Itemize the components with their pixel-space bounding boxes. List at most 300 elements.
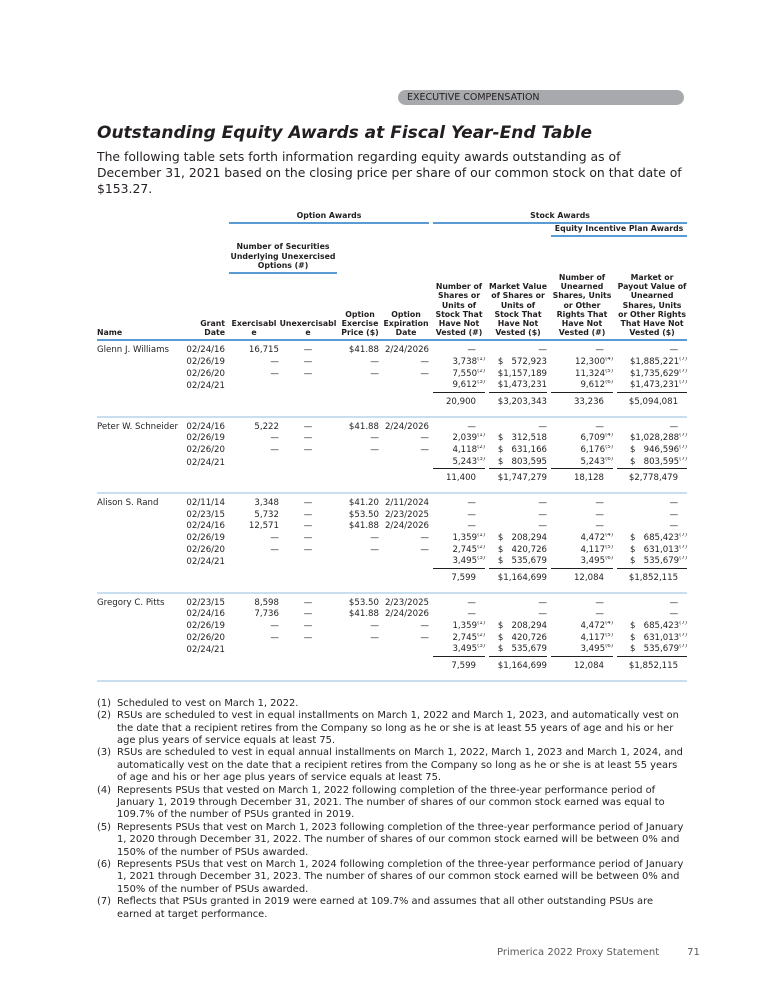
exercisable: 16,715 — [248, 345, 279, 356]
grant-date-cell — [181, 357, 225, 369]
total-shares-not-vested: 7,599 — [451, 660, 477, 671]
footnote-ref: (7) — [679, 632, 688, 638]
unearned-shares: 11,324 — [575, 368, 606, 379]
shares-not-vested-cell — [433, 380, 485, 393]
unearned-value-cell — [617, 598, 687, 610]
exercise-price-cell — [341, 422, 379, 434]
unearned-value: — — [669, 609, 679, 620]
market-value: — — [538, 509, 548, 520]
exercisable: 12,571 — [248, 521, 279, 532]
market-value: $ 312,518 — [497, 433, 548, 444]
unexercisable-cell — [279, 609, 337, 621]
footnote-ref: (4) — [605, 620, 614, 627]
shares-not-vested-cell — [433, 633, 485, 645]
unexercisable-cell — [279, 545, 337, 557]
footnote-ref: (2) — [477, 544, 486, 550]
footnote-ref: (7) — [679, 644, 688, 650]
shares-not-vested-cell — [433, 498, 485, 510]
shares-not-vested: 9,612 — [452, 380, 478, 391]
unexercisable-cell — [279, 498, 337, 510]
unexercisable-cell — [279, 556, 337, 569]
exercise-price-cell — [341, 510, 379, 522]
shares-not-vested: — — [467, 597, 477, 608]
exercisable: 3,348 — [254, 498, 279, 509]
exercisable-cell — [229, 521, 279, 533]
unearned-shares: 3,495 — [580, 644, 606, 655]
grant-date-cell — [181, 433, 225, 445]
market-value: — — [538, 421, 548, 432]
market-value-cell — [489, 433, 547, 445]
col-market-value: Market Value of Shares or Units of Stock That Have Not Vested ($) — [489, 273, 547, 340]
table-row — [97, 422, 687, 434]
exercisable-cell — [229, 380, 279, 393]
exercisable: — — [270, 620, 279, 631]
unearned-shares: 4,472 — [580, 532, 606, 543]
unearned-value-cell — [617, 609, 687, 621]
total-shares-not-vested: 20,900 — [445, 396, 477, 407]
market-value-cell — [489, 422, 547, 434]
col-unearned-value: Market or Payout Value of Unearned Shares, Units or Other Rights That Have Not Vested ($) — [617, 273, 687, 340]
table-row — [97, 521, 687, 533]
unearned-shares-cell — [551, 644, 613, 657]
unexercisable: — — [303, 620, 313, 631]
market-value: $1,157,189 — [497, 368, 548, 379]
expiration-date-cell — [383, 457, 429, 470]
expiration-date-cell — [383, 445, 429, 457]
footnote-ref: (2) — [477, 445, 486, 451]
col-exercise-price: Option Exercise Price ($) — [341, 273, 379, 340]
shares-not-vested: — — [467, 345, 477, 356]
expiration-date: — — [420, 368, 430, 379]
shares-not-vested-cell — [433, 445, 485, 457]
grant-date-cell — [181, 422, 225, 434]
footnotes — [97, 698, 687, 921]
total-shares-not-vested: 7,599 — [451, 572, 477, 583]
footnote-ref: (6) — [605, 456, 614, 462]
unearned-shares: — — [595, 521, 605, 532]
unearned-shares-cell — [551, 510, 613, 522]
shares-not-vested: 4,118 — [452, 445, 478, 455]
grant-date-cell — [181, 609, 225, 621]
unearned-shares-cell — [551, 598, 613, 610]
footnote-ref: (1) — [477, 357, 486, 363]
col-expiration-date: Option Expiration Date — [383, 273, 429, 340]
expiration-date-cell — [383, 644, 429, 657]
market-value: — — [538, 597, 548, 608]
unearned-value: $ 631,013 — [629, 632, 680, 643]
footnote-ref: (1) — [477, 433, 486, 439]
unearned-shares: — — [595, 345, 605, 356]
shares-not-vested-cell — [433, 345, 485, 357]
footnote-ref: (5) — [605, 544, 614, 550]
exercise-price-cell — [341, 644, 379, 657]
exercisable-cell — [229, 369, 279, 381]
exercisable: 8,598 — [254, 597, 279, 608]
table-row — [97, 357, 687, 369]
exercisable-cell — [229, 545, 279, 557]
shares-not-vested: 7,550 — [452, 368, 478, 379]
unearned-shares: — — [595, 597, 605, 608]
grant-date-cell — [181, 380, 225, 393]
market-value-cell — [489, 633, 547, 645]
total-unearned-shares: 18,128 — [573, 473, 605, 484]
expiration-date-cell — [383, 345, 429, 357]
unearned-shares-cell — [551, 422, 613, 434]
market-value: $ 420,726 — [497, 632, 548, 643]
col-name: Name — [97, 273, 181, 340]
executive-name — [97, 644, 181, 657]
unearned-shares-cell — [551, 609, 613, 621]
page-number: 71 — [687, 947, 700, 959]
expiration-date-cell — [383, 521, 429, 533]
exercisable-cell — [229, 598, 279, 610]
shares-not-vested-cell — [433, 357, 485, 369]
total-unearned-value: $1,852,115 — [628, 660, 679, 671]
unearned-value-cell — [617, 380, 687, 393]
exercisable-cell — [229, 357, 279, 369]
exercise-price: — — [370, 357, 379, 368]
footnote-text: Represents PSUs that vest on March 1, 2024 following completion of the three-year performance period of January 1, 2021 through December 31, 2023. The number of shares of our common stock earned will be between 0% and 150% of the number of PSUs awarded. — [117, 859, 684, 895]
footnote-ref: (7) — [679, 380, 688, 386]
exercisable-cell — [229, 457, 279, 470]
unearned-value: $ 685,423 — [629, 620, 680, 631]
exercise-price: $41.88 — [348, 609, 379, 620]
exercisable: — — [270, 632, 279, 643]
shares-not-vested-cell — [433, 457, 485, 470]
footnote-number: (7) — [97, 896, 111, 908]
table-row — [97, 510, 687, 522]
unearned-shares-cell — [551, 433, 613, 445]
executive-name: Gregory C. Pitts — [97, 597, 165, 608]
table-row — [97, 598, 687, 610]
equity-awards-table — [97, 211, 687, 686]
footnote-ref: (7) — [679, 532, 688, 539]
shares-not-vested: 3,738 — [452, 357, 478, 368]
market-value-cell — [489, 510, 547, 522]
grant-date-cell — [181, 510, 225, 522]
footnote — [97, 859, 687, 896]
shares-not-vested: 2,745 — [452, 632, 478, 643]
table-row — [97, 621, 687, 633]
unexercisable: — — [303, 521, 313, 532]
footnote — [97, 747, 687, 784]
exercisable-cell — [229, 498, 279, 510]
table-row — [97, 380, 687, 393]
unexercisable-cell — [279, 433, 337, 445]
expiration-date: — — [420, 632, 430, 643]
footnote-ref: (7) — [679, 456, 688, 462]
totals-row — [97, 657, 687, 672]
table-row — [97, 345, 687, 357]
unexercisable: — — [303, 597, 313, 608]
unearned-shares: 4,117 — [580, 632, 606, 643]
market-value-cell — [489, 345, 547, 357]
exercisable: 7,736 — [254, 609, 279, 620]
unearned-shares-cell — [551, 556, 613, 569]
footnote-text: Reflects that PSUs granted in 2019 were earned at 109.7% and assumes that all other outstanding PSUs are earned at target performance. — [117, 896, 654, 920]
executive-name — [97, 510, 181, 522]
exercisable-cell — [229, 556, 279, 569]
exercise-price: $41.88 — [348, 521, 379, 532]
unearned-value-cell — [617, 498, 687, 510]
unearned-value: $ 535,679 — [629, 556, 680, 567]
shares-not-vested: — — [467, 609, 477, 620]
unearned-value: $1,028,288 — [629, 433, 680, 444]
unearned-shares: — — [595, 609, 605, 620]
expiration-date: — — [420, 620, 430, 631]
footnote-ref: (7) — [679, 357, 688, 363]
unexercisable-cell — [279, 598, 337, 610]
unearned-shares-cell — [551, 357, 613, 369]
total-market-value: $1,747,279 — [497, 473, 548, 484]
unearned-shares-cell — [551, 345, 613, 357]
option-awards-header: Option Awards — [229, 211, 429, 223]
executive-name: Glenn J. Williams — [97, 345, 169, 356]
unearned-value: $ 631,013 — [629, 544, 680, 555]
exercisable-cell — [229, 422, 279, 434]
footnote-ref: (5) — [605, 368, 614, 374]
expiration-date: 2/24/2026 — [384, 345, 430, 356]
total-unearned-value: $5,094,081 — [628, 396, 679, 407]
totals-row — [97, 469, 687, 484]
executive-name — [97, 545, 181, 557]
shares-not-vested: 3,495 — [452, 644, 478, 655]
unearned-value-cell — [617, 533, 687, 545]
footnote-ref: (7) — [679, 368, 688, 374]
shares-not-vested: — — [467, 421, 477, 432]
shares-not-vested: 2,745 — [452, 544, 478, 555]
unearned-value-cell — [617, 422, 687, 434]
grant-date: 02/11/14 — [186, 498, 225, 509]
footnote-text: Scheduled to vest on March 1, 2022. — [117, 697, 299, 709]
shares-not-vested: 1,359 — [452, 532, 478, 543]
footnote-text: RSUs are scheduled to vest in equal installments on March 1, 2022 and March 1, 2023, and automatically vest on the date that a recipient retires from the Company so long as he or she is at least 55 years of age and his or her age plus years of service equals at least 75. — [117, 710, 679, 746]
executive-name — [97, 556, 181, 569]
shares-not-vested-cell — [433, 598, 485, 610]
unearned-value-cell — [617, 510, 687, 522]
unexercisable-cell — [279, 345, 337, 357]
exercise-price-cell — [341, 433, 379, 445]
executive-name — [97, 457, 181, 470]
expiration-date-cell — [383, 369, 429, 381]
exercise-price-cell — [341, 345, 379, 357]
unearned-value: $1,473,231 — [629, 380, 680, 391]
table-row — [97, 433, 687, 445]
footnote-ref: (7) — [679, 433, 688, 439]
exercisable: — — [270, 368, 279, 379]
shares-not-vested-cell — [433, 545, 485, 557]
footnote-ref: (2) — [477, 368, 486, 374]
market-value-cell — [489, 598, 547, 610]
market-value-cell — [489, 357, 547, 369]
col-shares-not-vested: Number of Shares or Units of Stock That Have Not Vested (#) — [433, 273, 485, 340]
market-value: $ 535,679 — [497, 644, 548, 655]
executive-name — [97, 369, 181, 381]
unearned-value: — — [669, 421, 679, 432]
exercisable-cell — [229, 621, 279, 633]
expiration-date: 2/23/2025 — [384, 509, 430, 520]
grant-date: 02/24/21 — [186, 645, 225, 656]
unexercisable-cell — [279, 445, 337, 457]
table-row — [97, 533, 687, 545]
page-title: Outstanding Equity Awards at Fiscal Year-End Table — [97, 123, 592, 143]
exercise-price-cell — [341, 533, 379, 545]
executive-name: Peter W. Schneider — [97, 421, 179, 432]
shares-not-vested-cell — [433, 621, 485, 633]
unearned-value: — — [669, 597, 679, 608]
exercise-price: — — [370, 632, 379, 643]
footnote-text: RSUs are scheduled to vest in equal annual installments on March 1, 2022, March 1, 2023 and March 1, 2024, and automatically vest on the date that a recipient retires from the Company so long as he or she is at least 55 years of age and his or her age plus years of service equals at least 75. — [117, 747, 683, 784]
market-value-cell — [489, 621, 547, 633]
unexercisable: — — [303, 433, 313, 444]
exercisable: — — [270, 532, 279, 543]
exercise-price-cell — [341, 380, 379, 393]
unearned-value: — — [669, 498, 679, 509]
exercisable: — — [270, 357, 279, 368]
shares-not-vested-cell — [433, 369, 485, 381]
unearned-shares: 3,495 — [580, 556, 606, 567]
expiration-date-cell — [383, 422, 429, 434]
section-tab: EXECUTIVE COMPENSATION — [398, 90, 684, 105]
shares-not-vested: — — [467, 498, 477, 509]
unearned-shares-cell — [551, 457, 613, 470]
unearned-shares: — — [595, 498, 605, 509]
totals-row — [97, 393, 687, 408]
total-market-value: $1,164,699 — [497, 660, 548, 671]
unexercisable: — — [303, 421, 313, 432]
unexercisable: — — [303, 532, 313, 543]
unexercisable-cell — [279, 644, 337, 657]
market-value: $ 208,294 — [497, 532, 548, 543]
market-value-cell — [489, 609, 547, 621]
unexercisable-cell — [279, 633, 337, 645]
unearned-shares: 9,612 — [580, 380, 606, 391]
exercisable: 5,732 — [254, 509, 279, 520]
market-value-cell — [489, 644, 547, 657]
unearned-value: $ 685,423 — [629, 532, 680, 543]
footnote-ref: (3) — [477, 644, 486, 650]
exercise-price: $53.50 — [348, 509, 379, 520]
unearned-shares-cell — [551, 369, 613, 381]
grant-date: 02/26/19 — [186, 620, 225, 631]
unearned-shares: 4,117 — [580, 544, 606, 555]
market-value: $ 803,595 — [497, 456, 548, 467]
unearned-value-cell — [617, 644, 687, 657]
exercisable-cell — [229, 609, 279, 621]
expiration-date: — — [420, 357, 430, 368]
shares-not-vested-cell — [433, 422, 485, 434]
unearned-value-cell — [617, 433, 687, 445]
exercise-price: $41.88 — [348, 345, 379, 356]
market-value-cell — [489, 369, 547, 381]
market-value-cell — [489, 521, 547, 533]
grant-date: 02/23/15 — [186, 597, 225, 608]
unexercisable-cell — [279, 533, 337, 545]
exercise-price-cell — [341, 633, 379, 645]
shares-not-vested-cell — [433, 556, 485, 569]
shares-not-vested: — — [467, 521, 477, 532]
unexercisable: — — [303, 368, 313, 379]
exercisable: — — [270, 433, 279, 444]
executive-name — [97, 445, 181, 457]
exercisable-cell — [229, 633, 279, 645]
unexercisable: — — [303, 498, 313, 509]
grant-date-cell — [181, 545, 225, 557]
unearned-shares-cell — [551, 445, 613, 457]
grant-date-cell — [181, 521, 225, 533]
col-unearned-shares: Number of Unearned Shares, Units or Other Rights That Have Not Vested (#) — [551, 273, 613, 340]
expiration-date: — — [420, 445, 430, 455]
unexercisable-cell — [279, 510, 337, 522]
equity-incentive-header: Equity Incentive Plan Awards — [551, 223, 687, 236]
executive-name — [97, 357, 181, 369]
unearned-value: $ 803,595 — [629, 456, 680, 467]
shares-not-vested-cell — [433, 510, 485, 522]
unexercisable-cell — [279, 621, 337, 633]
footnote-ref: (4) — [605, 433, 614, 439]
unearned-value: — — [669, 509, 679, 520]
executive-name — [97, 521, 181, 533]
shares-not-vested-cell — [433, 533, 485, 545]
unearned-value: — — [669, 521, 679, 532]
market-value-cell — [489, 556, 547, 569]
executive-name — [97, 433, 181, 445]
exercise-price: — — [370, 445, 379, 455]
unearned-shares: 12,300 — [575, 357, 606, 368]
totals-row — [97, 569, 687, 584]
footnote — [97, 822, 687, 859]
footnote-number: (2) — [97, 710, 111, 722]
grant-date: 02/26/20 — [186, 445, 225, 455]
unexercisable-cell — [279, 380, 337, 393]
unearned-shares: — — [595, 421, 605, 432]
expiration-date: 2/23/2025 — [384, 597, 430, 608]
total-unearned-shares: 12,084 — [573, 660, 605, 671]
grant-date: 02/26/20 — [186, 632, 225, 643]
unexercisable-cell — [279, 369, 337, 381]
footnote-ref: (4) — [605, 357, 614, 363]
unearned-value-cell — [617, 556, 687, 569]
exercisable: — — [270, 544, 279, 555]
col-exercisable: Exercisable — [229, 273, 279, 340]
footnote — [97, 785, 687, 822]
expiration-date-cell — [383, 380, 429, 393]
exercise-price: — — [370, 544, 379, 555]
table-row — [97, 445, 687, 457]
executive-name — [97, 621, 181, 633]
unearned-value-cell — [617, 445, 687, 457]
exercise-price-cell — [341, 598, 379, 610]
expiration-date-cell — [383, 545, 429, 557]
grant-date: 02/24/21 — [186, 457, 225, 468]
total-unearned-shares: 12,084 — [573, 572, 605, 583]
footnote-ref: (4) — [605, 532, 614, 539]
unexercisable: — — [303, 544, 313, 555]
intro-paragraph: The following table sets forth information regarding equity awards outstanding as of December 31, 2021 based on the closing price per share of our common stock on that date of $153.27. — [97, 149, 682, 196]
unearned-value: $ 946,596 — [629, 445, 680, 455]
unearned-value-cell — [617, 369, 687, 381]
expiration-date: — — [420, 433, 430, 444]
grant-date: 02/26/20 — [186, 544, 225, 555]
unexercisable: — — [303, 609, 313, 620]
executive-name — [97, 380, 181, 393]
exercise-price-cell — [341, 498, 379, 510]
exercise-price: — — [370, 620, 379, 631]
expiration-date-cell — [383, 510, 429, 522]
market-value-cell — [489, 545, 547, 557]
market-value: — — [538, 498, 548, 509]
grant-date-cell — [181, 445, 225, 457]
